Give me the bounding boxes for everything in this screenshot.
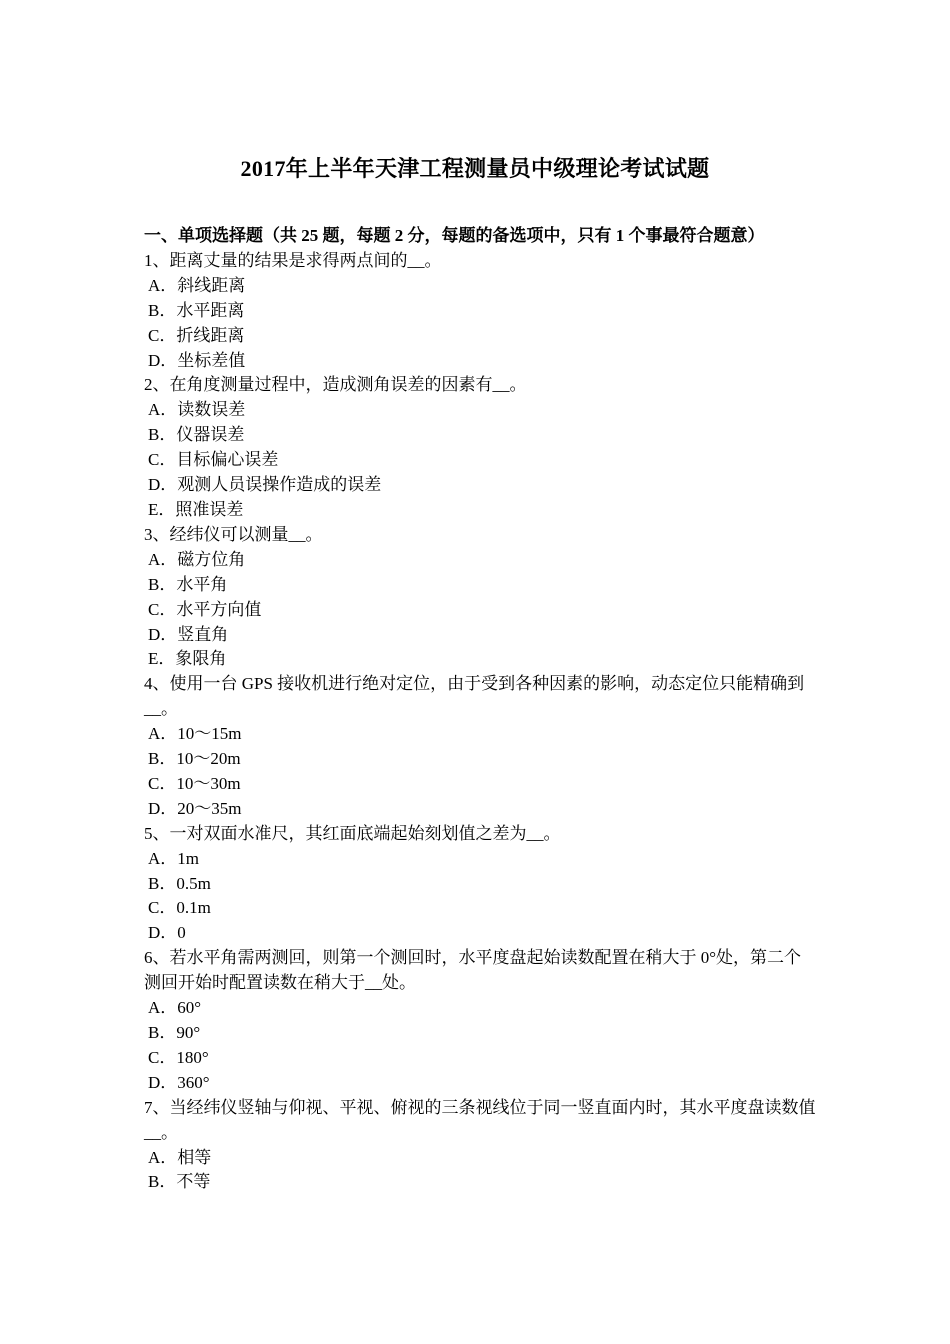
question-option: C．目标偏心误差 bbox=[148, 450, 279, 470]
question-list bbox=[144, 249, 816, 1195]
question-option: D．观测人员误操作造成的误差 bbox=[148, 475, 382, 495]
question-stem: 5、一对双面水准尺，其红面底端起始刻划值之差为__。 bbox=[144, 823, 561, 843]
question-option: A．相等 bbox=[148, 1147, 212, 1167]
question-stem: 3、经纬仪可以测量__。 bbox=[144, 524, 323, 544]
question-option: B．仪器误差 bbox=[148, 425, 245, 445]
question-option: C．水平方向值 bbox=[148, 599, 262, 619]
question-option: B．水平角 bbox=[148, 574, 228, 594]
question-option: B．90° bbox=[148, 1023, 201, 1042]
question-option: B．10～20m bbox=[148, 749, 241, 769]
question-option: C．180° bbox=[148, 1047, 209, 1067]
question-option: D．竖直角 bbox=[148, 624, 229, 644]
question-option: D．0 bbox=[148, 923, 186, 943]
question-stem: 7、当经纬仪竖轴与仰视、平视、俯视的三条视线位于同一竖直面内时，其水平度盘读数值__。 bbox=[144, 1097, 816, 1142]
question-stem: 4、使用一台 GPS 接收机进行绝对定位，由于受到各种因素的影响，动态定位只能精确到__。 bbox=[144, 674, 805, 719]
question-option: E．照准误差 bbox=[148, 499, 244, 519]
question-option: B．0.5m bbox=[148, 873, 211, 893]
document-body bbox=[144, 224, 816, 1195]
question-option: A．60° bbox=[148, 998, 202, 1018]
question-option: C．0.1m bbox=[148, 898, 211, 918]
section-heading: 一、单项选择题（共 25 题，每题 2 分，每题的备选项中，只有 1 个事最符合题意） bbox=[144, 226, 765, 245]
document-title: 2017年上半年天津工程测量员中级理论考试试题 bbox=[240, 156, 710, 181]
question-option: B．水平距离 bbox=[148, 300, 245, 320]
question-option: C．10～30m bbox=[148, 773, 241, 793]
question-stem: 6、若水平角需两测回，则第一个测回时，水平度盘起始读数配置在稍大于 0°处，第二个测回开始时配置读数在稍大于__处。 bbox=[144, 948, 802, 993]
question-option: D．20～35m bbox=[148, 798, 242, 818]
question-option: A．读数误差 bbox=[148, 400, 246, 420]
question-stem: 1、距离丈量的结果是求得两点间的__。 bbox=[144, 250, 442, 270]
question-option: C．折线距离 bbox=[148, 325, 245, 345]
question-option: D．坐标差值 bbox=[148, 350, 246, 370]
question-option: A．10～15m bbox=[148, 724, 242, 744]
question-option: A．斜线距离 bbox=[148, 275, 246, 295]
question-option: E．象限角 bbox=[148, 649, 227, 669]
question-stem: 2、在角度测量过程中，造成测角误差的因素有__。 bbox=[144, 375, 527, 395]
question-option: B．不等 bbox=[148, 1172, 211, 1192]
question-option: A．磁方位角 bbox=[148, 549, 246, 569]
question-option: D．360° bbox=[148, 1072, 210, 1092]
question-option: A．1m bbox=[148, 848, 199, 868]
